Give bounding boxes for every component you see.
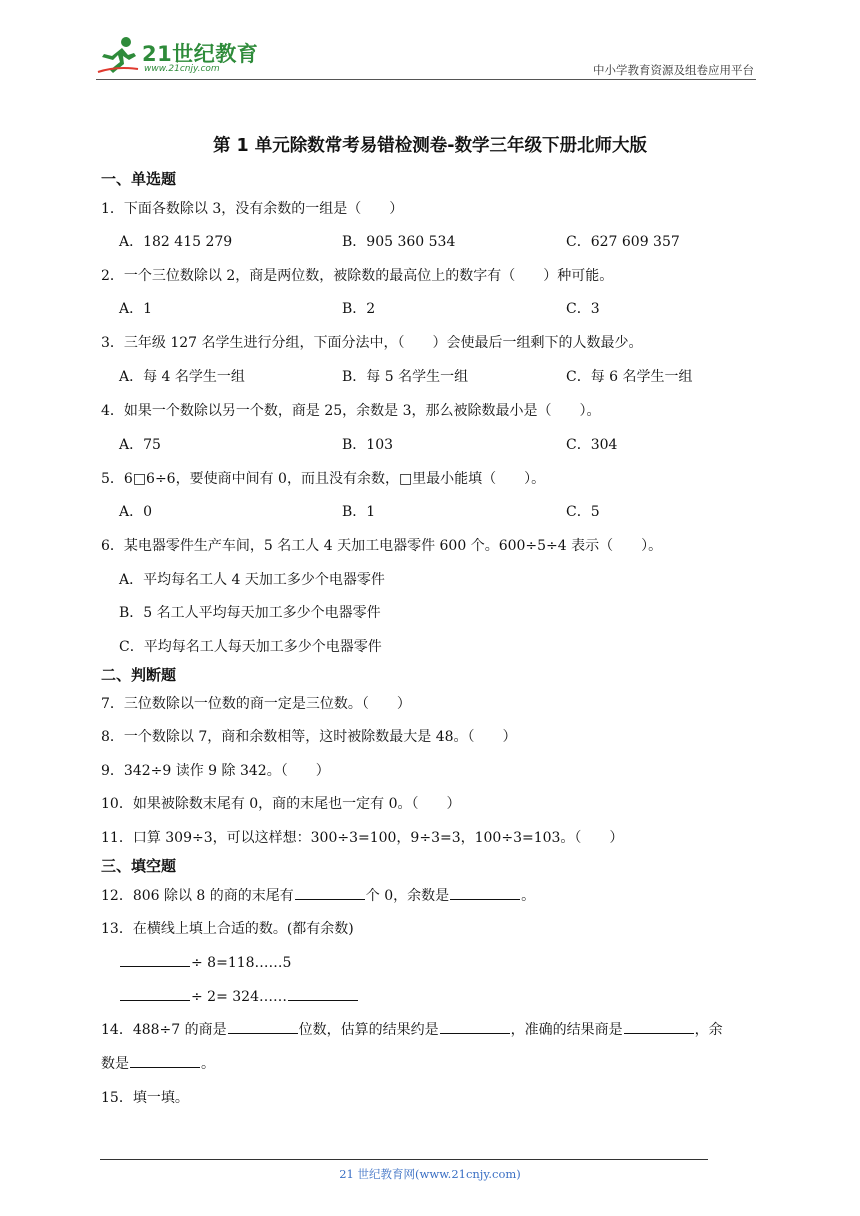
q12-text-1: 12．806 除以 8 的商的末尾有 [101,888,294,904]
q4-option-a: A．75 [119,437,161,453]
q5-option-a: A．0 [119,504,153,520]
q14-text-3: ，准确的结果商是 [510,1022,623,1038]
question-5: 5．6□6÷6，要使商中间有 0，而且没有余数，□里最小能填（ ）。 [101,471,546,487]
q14-text-6: 。 [201,1056,215,1072]
answer-blank[interactable] [130,1053,200,1068]
q14-text-5: 数是 [101,1056,129,1072]
logo-url: www.21cnjy.com [144,64,220,74]
question-8: 8．一个数除以 7，商和余数相等，这时被除数最大是 48。（ ） [101,729,517,745]
q5-option-b: B．1 [342,504,376,520]
q3-option-a: A．每 4 名学生一组 [119,369,245,385]
q12-text-2: 个 0，余数是 [365,888,450,904]
section-heading-single-choice: 一、单选题 [101,170,177,188]
q6-option-a: A．平均每名工人 4 天加工多少个电器零件 [119,572,385,588]
question-3: 3．三年级 127 名学生进行分组，下面分法中，（ ）会使最后一组剩下的人数最少。 [101,335,643,351]
q6-option-c: C．平均每名工人每天加工多少个电器零件 [119,639,382,655]
answer-blank[interactable] [228,1019,298,1034]
answer-blank[interactable] [440,1019,510,1034]
q14-text-1: 14．488÷7 的商是 [101,1022,227,1038]
q13-line-1-text: ÷ 8=118……5 [191,955,292,971]
question-9: 9．342÷9 读作 9 除 342。（ ） [101,763,330,779]
footer-divider [100,1159,708,1160]
q6-option-b: B．5 名工人平均每天加工多少个电器零件 [119,605,381,621]
answer-blank[interactable] [295,885,365,900]
header-divider [96,79,756,80]
question-12 [101,885,535,905]
question-4: 4．如果一个数除以另一个数，商是 25，余数是 3，那么被除数最小是（ ）。 [101,403,601,419]
q4-option-b: B．103 [342,437,394,453]
q2-option-a: A．1 [119,301,153,317]
q14-text-4: ，余 [694,1022,723,1038]
logo-text: 21世纪教育 [142,42,259,66]
page-title: 第 1 单元除数常考易错检测卷-数学三年级下册北师大版 [212,136,648,156]
question-7: 7．三位数除以一位数的商一定是三位数。（ ） [101,696,411,712]
q2-option-b: B．2 [342,301,376,317]
answer-blank[interactable] [624,1019,694,1034]
question-15: 15．填一填。 [101,1090,189,1106]
q1-option-b: B．905 360 534 [342,234,456,250]
q14-text-2: 位数，估算的结果约是 [298,1022,439,1038]
question-14 [101,1019,723,1039]
question-10: 10．如果被除数末尾有 0，商的末尾也一定有 0。（ ） [101,796,461,812]
answer-blank[interactable] [120,952,190,967]
q13-line-1 [119,952,291,971]
platform-name: 中小学教育资源及组卷应用平台 [593,63,754,77]
section-heading-true-false: 二、判断题 [101,666,177,684]
q3-option-b: B．每 5 名学生一组 [342,369,469,385]
site-logo [96,36,276,80]
answer-blank[interactable] [288,986,358,1001]
q5-option-c: C．5 [566,504,600,520]
question-11: 11．口算 309÷3，可以这样想：300÷3=100，9÷3=3，100÷3=103。（ ） [101,830,624,846]
q13-line-2-text: ÷ 2= 324…… [191,989,287,1005]
q12-text-3: 。 [521,888,536,904]
q4-option-c: C．304 [566,437,618,453]
question-6: 6．某电器零件生产车间，5 名工人 4 天加工电器零件 600 个。600÷5÷4 表示（ ）。 [101,538,663,554]
q3-option-c: C．每 6 名学生一组 [566,369,693,385]
runner-icon [96,36,140,76]
q1-option-a: A．182 415 279 [119,234,233,250]
question-13: 13．在横线上填上合适的数。(都有余数) [101,921,354,937]
answer-blank[interactable] [450,885,520,900]
footer-text[interactable]: 21 世纪教育网(www.21cnjy.com) [339,1167,521,1181]
q1-option-c: C．627 609 357 [566,234,680,250]
section-heading-fill-blank: 三、填空题 [101,857,177,875]
question-2: 2．一个三位数除以 2，商是两位数，被除数的最高位上的数字有（ ）种可能。 [101,268,614,284]
answer-blank[interactable] [120,986,190,1001]
question-1: 1．下面各数除以 3，没有余数的一组是（ ） [101,201,404,217]
question-14-cont [101,1053,215,1073]
q13-line-2 [119,986,359,1005]
q2-option-c: C．3 [566,301,600,317]
